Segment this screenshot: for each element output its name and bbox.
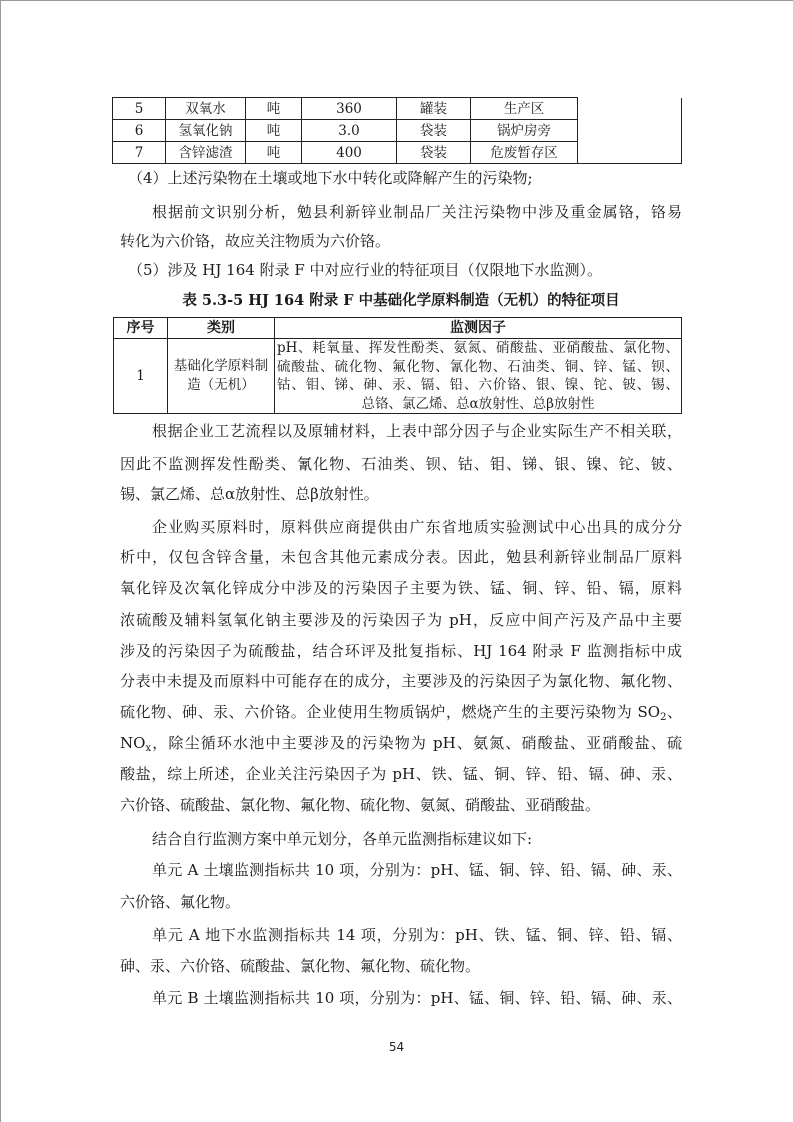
- cell-unit: 吨: [246, 142, 302, 164]
- cell-amount: 400: [302, 142, 397, 164]
- body-line: [120, 732, 682, 754]
- cell-packing: 罐装: [397, 98, 471, 120]
- body-line-text: 酸盐，综上所述，企业关注污染因子为 pH、铁、锰、铜、锌、铅、镉、砷、汞、: [120, 765, 682, 783]
- cell-location: 生产区: [471, 98, 578, 120]
- body-line-text: 分表中未提及而原料中可能存在的成分，主要涉及的污染因子为氯化物、氟化物、: [120, 672, 682, 690]
- cell-amount: 3.0: [302, 120, 397, 142]
- body-line-text: 锡、氯乙烯、总α放射性、总β放射性。: [120, 485, 379, 503]
- page-border-top: [0, 0, 793, 1]
- body-line-text: NO: [120, 734, 146, 752]
- body-line-text: 结合自行监测方案中单元划分，各单元监测指标建议如下:: [152, 830, 533, 848]
- header-factors: 监测因子: [275, 318, 682, 339]
- cell-location: 危废暂存区: [471, 142, 578, 164]
- cell-no: 1: [114, 339, 168, 414]
- body-line-text: 因此不监测挥发性酚类、氰化物、石油类、钡、钴、钼、锑、银、镍、铊、铍、: [120, 455, 682, 473]
- body-line: [120, 891, 682, 913]
- factor-line: 硫酸盐、硫化物、氟化物、氰化物、石油类、铜、锌、锰、钡、: [277, 358, 679, 375]
- cell-no: 5: [113, 98, 166, 120]
- page-border-left: [0, 0, 1, 1122]
- body-line-text: 浓硫酸及辅料氢氧化钠主要涉及的污染因子为 pH，反应中间产污及产品中主要: [120, 611, 682, 629]
- cell-packing: 袋装: [397, 120, 471, 142]
- cell-unit: 吨: [246, 120, 302, 142]
- body-line: [120, 763, 682, 785]
- body-line: [120, 546, 682, 568]
- header-category: 类别: [168, 318, 275, 339]
- body-line-text: 单元 B 土壤监测指标共 10 项，分别为：pH、锰、铜、锌、铅、镉、砷、汞、: [152, 989, 682, 1007]
- body-line-text: 企业购买原料时，原料供应商提供由广东省地质实验测试中心出具的成分分: [152, 518, 682, 536]
- body-line: [120, 794, 682, 816]
- body-line: [120, 701, 682, 723]
- factor-line: pH、耗氧量、挥发性酚类、氨氮、硝酸盐、亚硝酸盐、氯化物、: [277, 340, 679, 356]
- body-line: [120, 670, 682, 692]
- body-line-text: 砷、汞、六价铬、硫酸盐、氯化物、氟化物、硫化物。: [120, 957, 481, 975]
- body-line-text: 六价铬、氟化物。: [120, 893, 241, 911]
- body-line: [120, 483, 682, 505]
- cell-name: 含锌滤渣: [166, 142, 246, 164]
- body-line: [120, 609, 682, 631]
- body-line-tail: 、: [666, 703, 682, 721]
- table-row: [114, 339, 682, 414]
- body-line-text: 单元 A 地下水监测指标共 14 项，分别为：pH、铁、锰、铜、锌、铅、镉、: [152, 926, 682, 944]
- cell-factors: [275, 339, 682, 414]
- paragraph-chrome-line-1: 根据前文识别分析，勉县利新锌业制品厂关注污染物中涉及重金属铬，铬易: [152, 203, 682, 221]
- body-line: [120, 955, 682, 977]
- body-line-tail: ，除尘循环水池中主要涉及的污染物为 pH、氨氮、硝酸盐、亚硝酸盐、硫: [151, 734, 682, 752]
- paragraph-item-4: （4）上述污染物在土壤或地下水中转化或降解产生的污染物;: [128, 169, 533, 187]
- body-line-text: 硫化物、砷、汞、六价铬。企业使用生物质锅炉，燃烧产生的主要污染物为 SO: [120, 703, 661, 721]
- header-no: 序号: [114, 318, 168, 339]
- table-row: [113, 98, 682, 120]
- cell-no: 6: [113, 120, 166, 142]
- materials-table: [112, 97, 682, 164]
- subscript: x: [145, 743, 152, 754]
- paragraph-chrome-line-2: 转化为六价铬，故应关注物质为六价铬。: [120, 232, 391, 250]
- table-header-row: [114, 318, 682, 339]
- paragraph-item-5: （5）涉及 HJ 164 附录 F 中对应行业的特征项目（仅限地下水监测）。: [128, 261, 603, 279]
- cell-merged-empty: [578, 98, 682, 164]
- body-line: [120, 453, 682, 475]
- cell-packing: 袋装: [397, 142, 471, 164]
- body-line-text: 氧化锌及次氧化锌成分中涉及的污染因子主要为铁、锰、铜、锌、铅、镉，原料: [120, 579, 682, 597]
- body-line: [152, 516, 682, 538]
- body-line-text: 单元 A 土壤监测指标共 10 项，分别为：pH、锰、铜、锌、铅、镉、砷、汞、: [152, 861, 682, 879]
- cell-name: 双氧水: [166, 98, 246, 120]
- feature-factor-table: [113, 317, 682, 414]
- body-line-text: 涉及的污染因子为硫酸盐，结合环评及批复指标、HJ 164 附录 F 监测指标中成: [120, 642, 682, 660]
- body-line: [152, 987, 682, 1009]
- cell-amount: 360: [302, 98, 397, 120]
- body-line-text: 根据企业工艺流程以及原辅材料，上表中部分因子与企业实际生产不相关联，: [152, 422, 682, 440]
- cell-category: 基础化学原料制造（无机）: [168, 339, 275, 414]
- table-caption: 表 5.3-5 HJ 164 附录 F 中基础化学原料制造（无机）的特征项目: [182, 292, 620, 309]
- factor-line: 钴、钼、锑、砷、汞、镉、铅、六价铬、银、镍、铊、铍、锡、: [277, 377, 679, 393]
- cell-name: 氢氧化钠: [166, 120, 246, 142]
- body-line: [120, 577, 682, 599]
- factor-line: 总铬、氯乙烯、总α放射性、总β放射性: [361, 395, 595, 412]
- body-line-text: 析中，仅包含锌含量，未包含其他元素成分表。因此，勉县利新锌业制品厂原料: [120, 548, 682, 566]
- subscript: 2: [660, 712, 667, 723]
- body-line: [152, 924, 682, 946]
- cell-unit: 吨: [246, 98, 302, 120]
- body-line: [152, 828, 682, 850]
- cell-no: 7: [113, 142, 166, 164]
- body-line-text: 六价铬、硫酸盐、氯化物、氟化物、硫化物、氨氮、硝酸盐、亚硝酸盐。: [120, 796, 601, 814]
- body-line: [152, 420, 682, 442]
- cell-location: 锅炉房旁: [471, 120, 578, 142]
- body-line: [152, 859, 682, 881]
- page-number: 54: [388, 1040, 405, 1054]
- body-line: [120, 640, 682, 662]
